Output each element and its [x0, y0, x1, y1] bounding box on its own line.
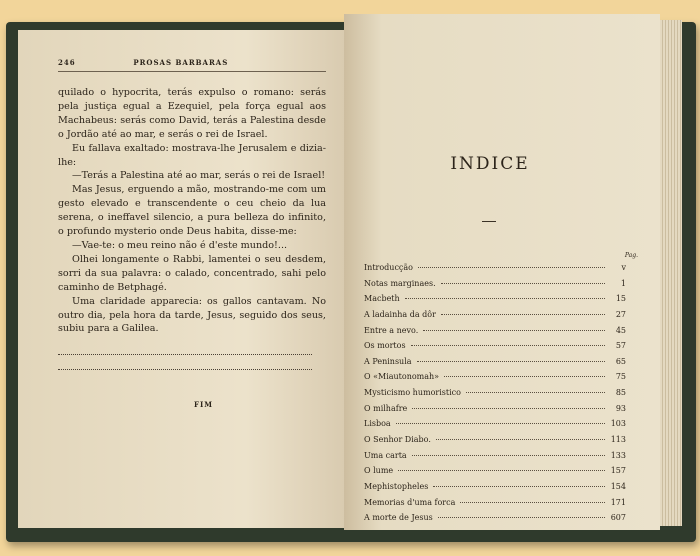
- dotted-separator: [58, 369, 312, 370]
- toc-entry-page: 133: [610, 450, 626, 460]
- heading-rule: [482, 221, 496, 222]
- dot-leader: [417, 361, 605, 362]
- toc-entry: [364, 451, 626, 467]
- toc-entry: [364, 404, 626, 420]
- dot-leader: [441, 283, 605, 284]
- toc-entry-page: 1: [620, 278, 626, 288]
- toc-entry-title: O «Miautonomah»: [364, 372, 440, 382]
- dot-leader: [412, 455, 605, 456]
- toc-entry-title: Mysticismo humoristico: [364, 388, 461, 398]
- toc-entry: [364, 372, 626, 388]
- paragraph: Mas Jesus, erguendo a mão, mostrando-me com um gesto elevado e transcendente o ceu cheio da lua serena, o ineffavel silencio, a pura belleza do infinito, o profundo mysterio onde Deus habita, disse-me:: [58, 184, 326, 238]
- running-title: PROSAS BARBARAS: [133, 58, 229, 67]
- dot-leader: [433, 486, 605, 487]
- toc-entry-title: Os mortos: [364, 341, 406, 351]
- toc-entry-title: Lisboa: [364, 419, 391, 429]
- toc-entry-page: 157: [610, 466, 626, 476]
- toc-entry-title: A ladainha da dôr: [364, 309, 436, 319]
- dot-leader: [466, 392, 605, 393]
- toc-entry-page: 27: [615, 309, 626, 319]
- dot-leader: [436, 439, 605, 440]
- page-number: 246: [58, 58, 76, 67]
- toc-entry: [364, 263, 626, 279]
- dot-leader: [444, 376, 605, 377]
- toc-entry-page: 93: [615, 403, 626, 413]
- toc-entry-page: 607: [610, 513, 626, 523]
- toc-entry-page: 85: [615, 388, 626, 398]
- page-column-label: Pag.: [624, 252, 638, 259]
- toc-entry-title: O lume: [364, 466, 394, 476]
- dot-leader: [396, 423, 605, 424]
- dot-leader: [418, 267, 605, 268]
- body-text: [58, 86, 326, 336]
- toc-entry: [364, 482, 626, 498]
- toc-entry-page: 57: [615, 341, 626, 351]
- toc-entry: [364, 310, 626, 326]
- toc-entry-title: Macbeth: [364, 294, 400, 304]
- toc-entry-title: A morte de Jesus: [364, 513, 433, 523]
- toc-entry: [364, 388, 626, 404]
- left-page: [18, 30, 344, 528]
- toc-entry: [364, 466, 626, 482]
- dot-leader: [438, 517, 605, 518]
- toc-entry: [364, 294, 626, 310]
- toc-entry-title: A Peninsula: [364, 356, 412, 366]
- toc-entry-page: 75: [615, 372, 626, 382]
- toc-entry: [364, 279, 626, 295]
- toc-entry: [364, 326, 626, 342]
- toc-entry-title: O Senhor Diabo.: [364, 435, 431, 445]
- page-edges: [660, 20, 682, 526]
- dotted-separator: [58, 354, 312, 355]
- toc-entry-page: 65: [615, 356, 626, 366]
- table-of-contents: [364, 263, 626, 529]
- toc-entry-page: 113: [610, 435, 626, 445]
- paragraph: quilado o hypocrita, terás expulso o romano: serás pela justiça egual a Ezequiel, pela força egual aos Machabeus: serás como David, terás a Palestina desde o Jordão até ao mar, e serás o rei de Israel.: [58, 87, 326, 140]
- toc-entry-title: Memorias d'uma forca: [364, 497, 456, 507]
- running-head: [58, 58, 326, 72]
- toc-entry-title: Entre a nevo.: [364, 325, 419, 335]
- toc-entry: [364, 435, 626, 451]
- dot-leader: [423, 330, 605, 331]
- dot-leader: [441, 314, 605, 315]
- dot-leader: [405, 298, 605, 299]
- toc-entry: [364, 513, 626, 529]
- toc-entry-page: 171: [610, 497, 626, 507]
- paragraph: Uma claridade apparecia: os gallos cantavam. No outro dia, pela hora da tarde, Jesus, seguido dos seus, subiu para a Galilea.: [58, 295, 326, 335]
- toc-entry-page: 103: [610, 419, 626, 429]
- dot-leader: [398, 470, 605, 471]
- toc-entry: [364, 498, 626, 514]
- right-page: [344, 14, 660, 530]
- toc-entry-title: Notas marginaes.: [364, 278, 436, 288]
- toc-entry-page: 15: [615, 294, 626, 304]
- toc-entry: [364, 419, 626, 435]
- toc-entry-title: Introducção: [364, 263, 413, 272]
- dot-leader: [411, 345, 605, 346]
- toc-entry-title: Mephistopheles: [364, 481, 429, 491]
- dot-leader: [460, 502, 605, 503]
- toc-entry-page: 154: [610, 481, 626, 491]
- toc-entry: [364, 357, 626, 373]
- toc-entry-title: Uma carta: [364, 450, 407, 460]
- toc-entry-title: O milhafre: [364, 403, 408, 413]
- toc-entry: [364, 341, 626, 357]
- index-heading: INDICE: [450, 154, 530, 174]
- dot-leader: [412, 408, 605, 409]
- paragraph: Olhei longamente o Rabbi, lamentei o seu desdem, sorri da sua palavra: o calado, concentrado, sahi pelo caminho de Betphagé.: [58, 253, 326, 293]
- toc-entry-page: 45: [615, 325, 626, 335]
- paragraph: Eu fallava exaltado: mostrava-lhe Jerusalem e dizia-lhe:: [58, 142, 326, 168]
- toc-entry-page: v: [621, 263, 626, 272]
- end-mark: FIM: [194, 400, 213, 409]
- paragraph: —Terás a Palestina até ao mar, serás o rei de Israel!: [72, 170, 326, 182]
- paragraph: —Vae-te: o meu reino não é d'este mundo!...: [72, 239, 288, 251]
